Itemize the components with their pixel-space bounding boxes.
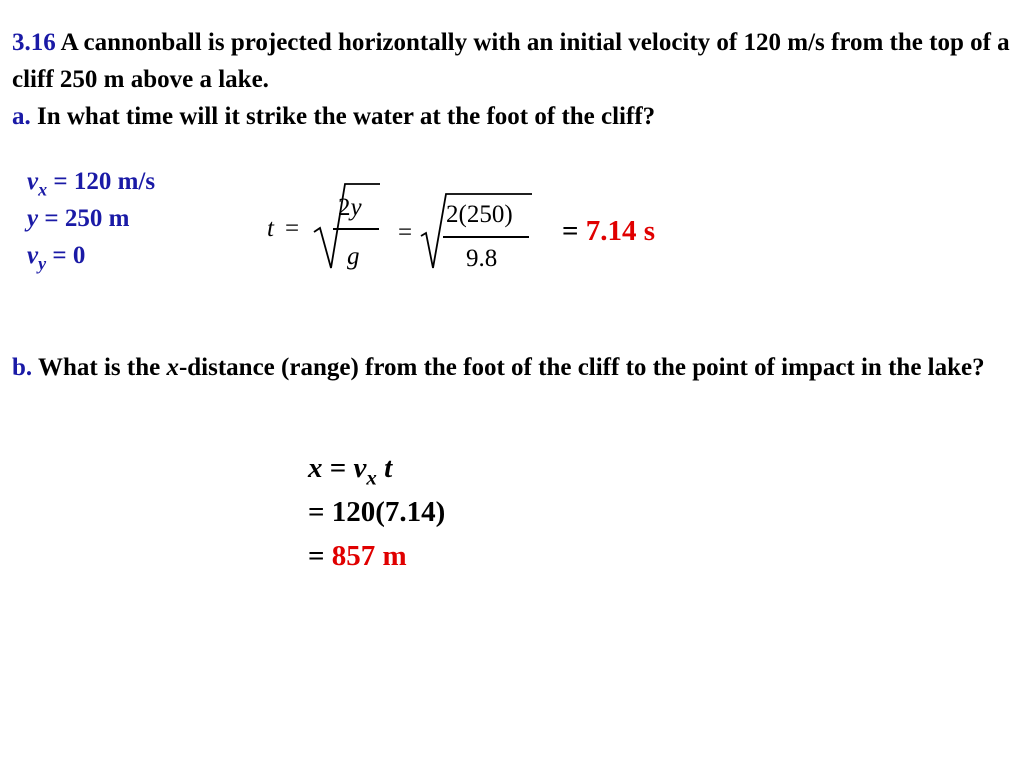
sqrt-sign-2 bbox=[419, 192, 534, 274]
formula-equals-2: = bbox=[398, 219, 413, 246]
problem-statement bbox=[12, 24, 1012, 135]
fraction-1-bar bbox=[333, 228, 379, 230]
range-result-equals: = bbox=[308, 540, 325, 572]
range-equals: = bbox=[329, 452, 347, 484]
range-calculation bbox=[308, 446, 445, 578]
num1-var: y bbox=[350, 194, 362, 221]
vy-symbol: v bbox=[27, 242, 39, 269]
result-time bbox=[562, 215, 655, 248]
y-symbol: y bbox=[27, 205, 39, 232]
result-time-equals: = bbox=[562, 215, 579, 247]
part-b-text-post: -distance (range) from the foot of the cliff to the point of impact in the lake? bbox=[178, 354, 985, 381]
part-a-letter: a. bbox=[12, 103, 31, 130]
fraction-1-numerator bbox=[338, 194, 362, 222]
given-values bbox=[27, 163, 155, 274]
fraction-1-denominator: g bbox=[347, 243, 360, 270]
part-b-letter: b. bbox=[12, 354, 33, 381]
vy-subscript: y bbox=[38, 253, 47, 274]
range-formula bbox=[308, 446, 445, 490]
given-vx bbox=[27, 163, 155, 200]
problem-number: 3.16 bbox=[12, 29, 56, 56]
fraction-2-denominator: 9.8 bbox=[466, 245, 498, 272]
vx-symbol: v bbox=[27, 168, 39, 195]
part-b-var: x bbox=[166, 354, 179, 381]
fraction-2-bar bbox=[443, 236, 529, 238]
range-v: v bbox=[353, 452, 367, 484]
num1-coef: 2 bbox=[338, 194, 351, 221]
result-time-value: 7.14 s bbox=[585, 215, 656, 247]
part-a-text: In what time will it strike the water at the foot of the cliff? bbox=[37, 103, 656, 130]
range-v-subscript: x bbox=[366, 465, 377, 490]
fraction-2-numerator: 2(250) bbox=[446, 201, 513, 228]
part-b-text-pre: What is the bbox=[37, 354, 161, 381]
vy-value: = 0 bbox=[52, 242, 86, 269]
range-substitution: = 120(7.14) bbox=[308, 496, 446, 528]
range-result bbox=[308, 534, 445, 578]
formula-lhs: t bbox=[267, 215, 274, 242]
problem-text: A cannonball is projected horizontally with an initial velocity of 120 m/s from the top of a cliff 250 m above a lake. bbox=[12, 29, 1010, 93]
sqrt-sign-1 bbox=[312, 182, 382, 274]
given-vy bbox=[27, 237, 155, 274]
y-value: = 250 m bbox=[44, 205, 130, 232]
problem-intro bbox=[12, 24, 1012, 98]
range-x: x bbox=[308, 452, 323, 484]
vx-subscript: x bbox=[38, 179, 48, 200]
range-t: t bbox=[384, 452, 393, 484]
range-result-value: 857 m bbox=[331, 540, 407, 572]
vx-value: = 120 m/s bbox=[53, 168, 156, 195]
given-y bbox=[27, 200, 155, 237]
part-a-question bbox=[12, 98, 1012, 135]
part-b-question bbox=[12, 349, 1012, 386]
formula-equals-1: = bbox=[285, 215, 300, 242]
